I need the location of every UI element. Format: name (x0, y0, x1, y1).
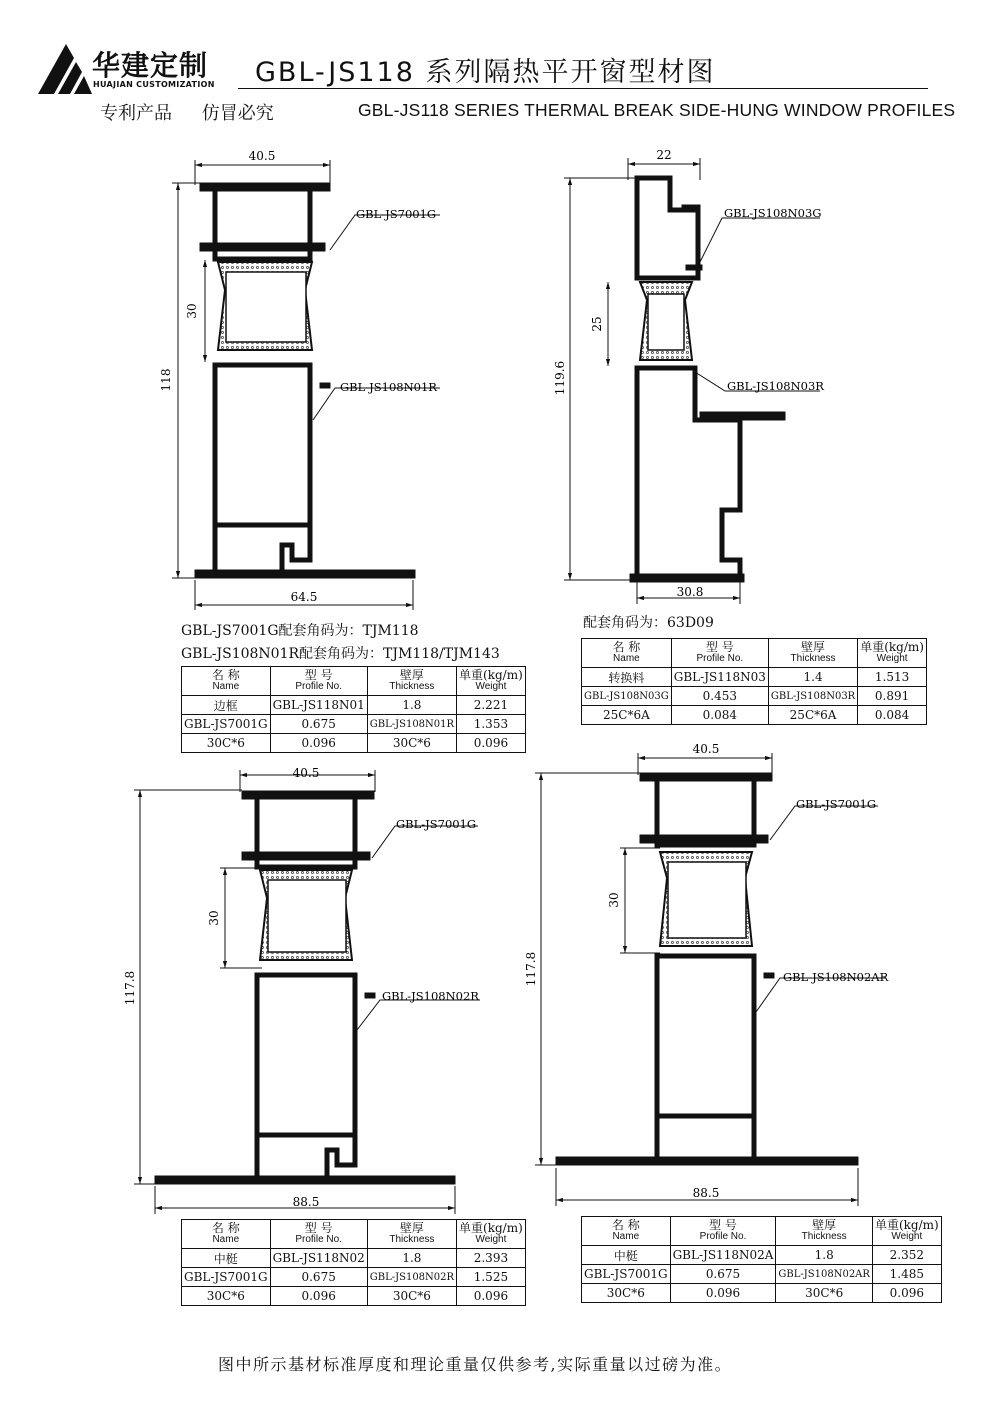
d1-label-a: GBL-JS7001G (356, 207, 437, 221)
d3-label-a: GBL-JS7001G (396, 817, 477, 831)
table-header-row: 名 称 Name 型 号 Profile No. 壁厚 Thickness 单重(kg/m) Weight (582, 1217, 942, 1246)
table-header-row: 名 称 Name 型 号 Profile No. 壁厚 Thickness 单重(kg/m) Weight (582, 639, 927, 668)
th-weight: 单重(kg/m) Weight (457, 667, 526, 696)
d2-label-b: GBL-JS108N03R (727, 379, 824, 393)
spec-table-3 (181, 1219, 526, 1306)
brand-name-cn: 华建定制 (92, 49, 209, 82)
d1-dim-gap: 30 (185, 303, 199, 319)
d3-dim-gap: 30 (207, 910, 221, 926)
d4-dim-top: 40.5 (692, 742, 720, 756)
patent-notice: 专利产品 仿冒必究 (100, 103, 274, 124)
d3-dim-top: 40.5 (292, 766, 320, 780)
d3-dim-bottom: 88.5 (292, 1195, 320, 1209)
page-title-en: GBL-JS118 SERIES THERMAL BREAK SIDE-HUNG WINDOW PROFILES (358, 100, 956, 120)
d4-dim-height: 117.8 (524, 951, 538, 987)
note-t1-line2: GBL-JS108N01R配套角码为：TJM118/TJM143 (181, 646, 500, 662)
d1-label-b: GBL-JS108N01R (340, 380, 437, 394)
table-row: 边框 GBL-JS118N01 1.8 2.221 (182, 696, 526, 715)
d2-label-a: GBL-JS108N03G (724, 206, 822, 220)
table-row: GBL-JS108N03G 0.453 GBL-JS108N03R 0.891 (582, 687, 927, 706)
table-row: GBL-JS7001G 0.675 GBL-JS108N01R 1.353 (182, 715, 526, 734)
note-t1-line1: GBL-JS7001G配套角码为：TJM118 (181, 623, 419, 639)
table-row: 30C*6 0.096 30C*6 0.096 (182, 1287, 526, 1306)
spec-table-4 (581, 1216, 942, 1303)
d4-label-b: GBL-JS108N02AR (783, 970, 889, 984)
spec-table-1 (181, 666, 526, 753)
th-profile: 型 号 Profile No. (270, 667, 367, 696)
d3-label-b: GBL-JS108N02R (382, 989, 479, 1003)
brand-name-en: HUAJIAN CUSTOMIZATION (93, 80, 215, 89)
d4-dim-bottom: 88.5 (692, 1186, 720, 1200)
d2-dim-gap: 25 (590, 316, 604, 332)
table-row: 中梃 GBL-JS118N02A 1.8 2.352 (582, 1246, 942, 1265)
th-name: 名 称 Name (182, 667, 271, 696)
d2-dim-top: 22 (656, 148, 672, 162)
d2-dim-bottom: 30.8 (676, 585, 704, 599)
table-row: GBL-JS7001G 0.675 GBL-JS108N02R 1.525 (182, 1268, 526, 1287)
d1-dim-top: 40.5 (248, 149, 276, 163)
footer-disclaimer: 图中所示基材标准厚度和理论重量仅供参考,实际重量以过磅为准。 (218, 1355, 733, 1374)
note-t2-line1: 配套角码为：63D09 (583, 615, 714, 631)
table-row: 30C*6 0.096 30C*6 0.096 (582, 1284, 942, 1303)
table-row: GBL-JS7001G 0.675 GBL-JS108N02AR 1.485 (582, 1265, 942, 1284)
d1-dim-bottom: 64.5 (290, 590, 318, 604)
table-row: 转换料 GBL-JS118N03 1.4 1.513 (582, 668, 927, 687)
page-title-cn: GBL-JS118 系列隔热平开窗型材图 (255, 57, 716, 88)
spec-table-2 (581, 638, 927, 725)
d4-dim-gap: 30 (607, 892, 621, 908)
d1-dim-height: 118 (159, 368, 173, 392)
table-row: 中梃 GBL-JS118N02 1.8 2.393 (182, 1249, 526, 1268)
d2-dim-height: 119.6 (553, 360, 567, 396)
d3-dim-height: 117.8 (123, 970, 137, 1006)
table-header-row (182, 667, 526, 696)
th-thickness: 壁厚 Thickness (367, 667, 456, 696)
table-row: 25C*6A 0.084 25C*6A 0.084 (582, 706, 927, 725)
table-row: 30C*6 0.096 30C*6 0.096 (182, 734, 526, 753)
d4-label-a: GBL-JS7001G (796, 797, 877, 811)
table-header-row: 名 称 Name 型 号 Profile No. 壁厚 Thickness 单重(kg/m) Weight (182, 1220, 526, 1249)
